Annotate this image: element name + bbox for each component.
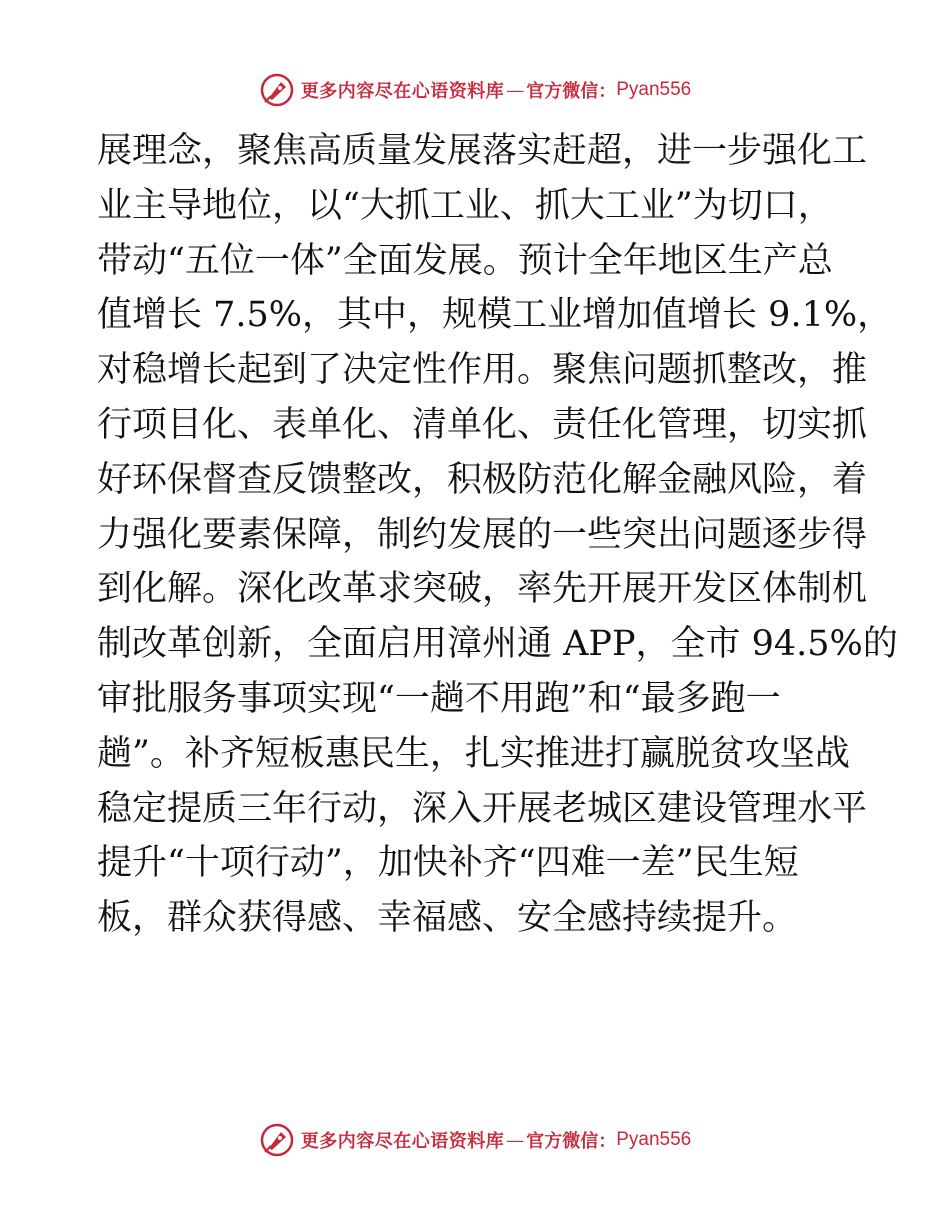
banner-title: 更多内容尽在心语资料库 (300, 81, 505, 102)
paragraph-line: 审批服务事项实现“一趟不用跑”和“最多跑一 (97, 678, 781, 719)
paragraph-line: 业主导地位，以“大抓工业、抓大工业”为切口， (97, 185, 833, 226)
paragraph-line: 制改革创新，全面启用漳州通 APP，全市 94.5%的 (97, 624, 898, 665)
paragraph-line: 展理念，聚焦高质量发展落实赶超，进一步强化工 (97, 131, 868, 171)
paragraph-line: 行项目化、表单化、清单化、责任化管理，切实抓 (97, 404, 868, 445)
paragraph-line: 好环保督查反馈整改，积极防范化解金融风险，着 (97, 459, 868, 500)
paragraph-line: 趟”。补齐短板惠民生，扎实推进打赢脱贫攻坚战 (97, 733, 850, 774)
paragraph-line: 值增长 7.5%，其中，规模工业增加值增长 9.1%， (97, 295, 893, 336)
pen-nib-icon (259, 1122, 295, 1158)
header-banner (0, 70, 950, 110)
banner-wechat-id: Pyan556 (616, 79, 692, 100)
banner-separator: — (506, 1129, 525, 1151)
paragraph-line: 稳定提质三年行动，深入开展老城区建设管理水平 (97, 788, 868, 829)
paragraph-line: 力强化要素保障，制约发展的一些突出问题逐步得 (97, 514, 868, 555)
banner-wechat-label: 官方微信： (526, 81, 617, 102)
banner-title: 更多内容尽在心语资料库 (300, 1131, 505, 1152)
banner-wechat-id: Pyan556 (616, 1129, 692, 1150)
banner-wechat-label: 官方微信： (526, 1131, 617, 1152)
paragraph-line: 带动“五位一体”全面发展。预计全年地区生产总 (97, 240, 833, 281)
paragraph-line: 提升“十项行动”，加快补齐“四难一差”民生短 (97, 843, 799, 884)
pen-nib-icon (259, 72, 295, 108)
document-paragraph (97, 124, 898, 946)
paragraph-line: 到化解。深化改革求突破，率先开展开发区体制机 (97, 569, 868, 610)
footer-banner (0, 1120, 950, 1160)
banner-separator: — (506, 79, 525, 101)
paragraph-line: 板，群众获得感、幸福感、安全感持续提升。 (97, 898, 798, 939)
paragraph-line: 对稳增长起到了决定性作用。聚焦问题抓整改，推 (97, 350, 868, 391)
